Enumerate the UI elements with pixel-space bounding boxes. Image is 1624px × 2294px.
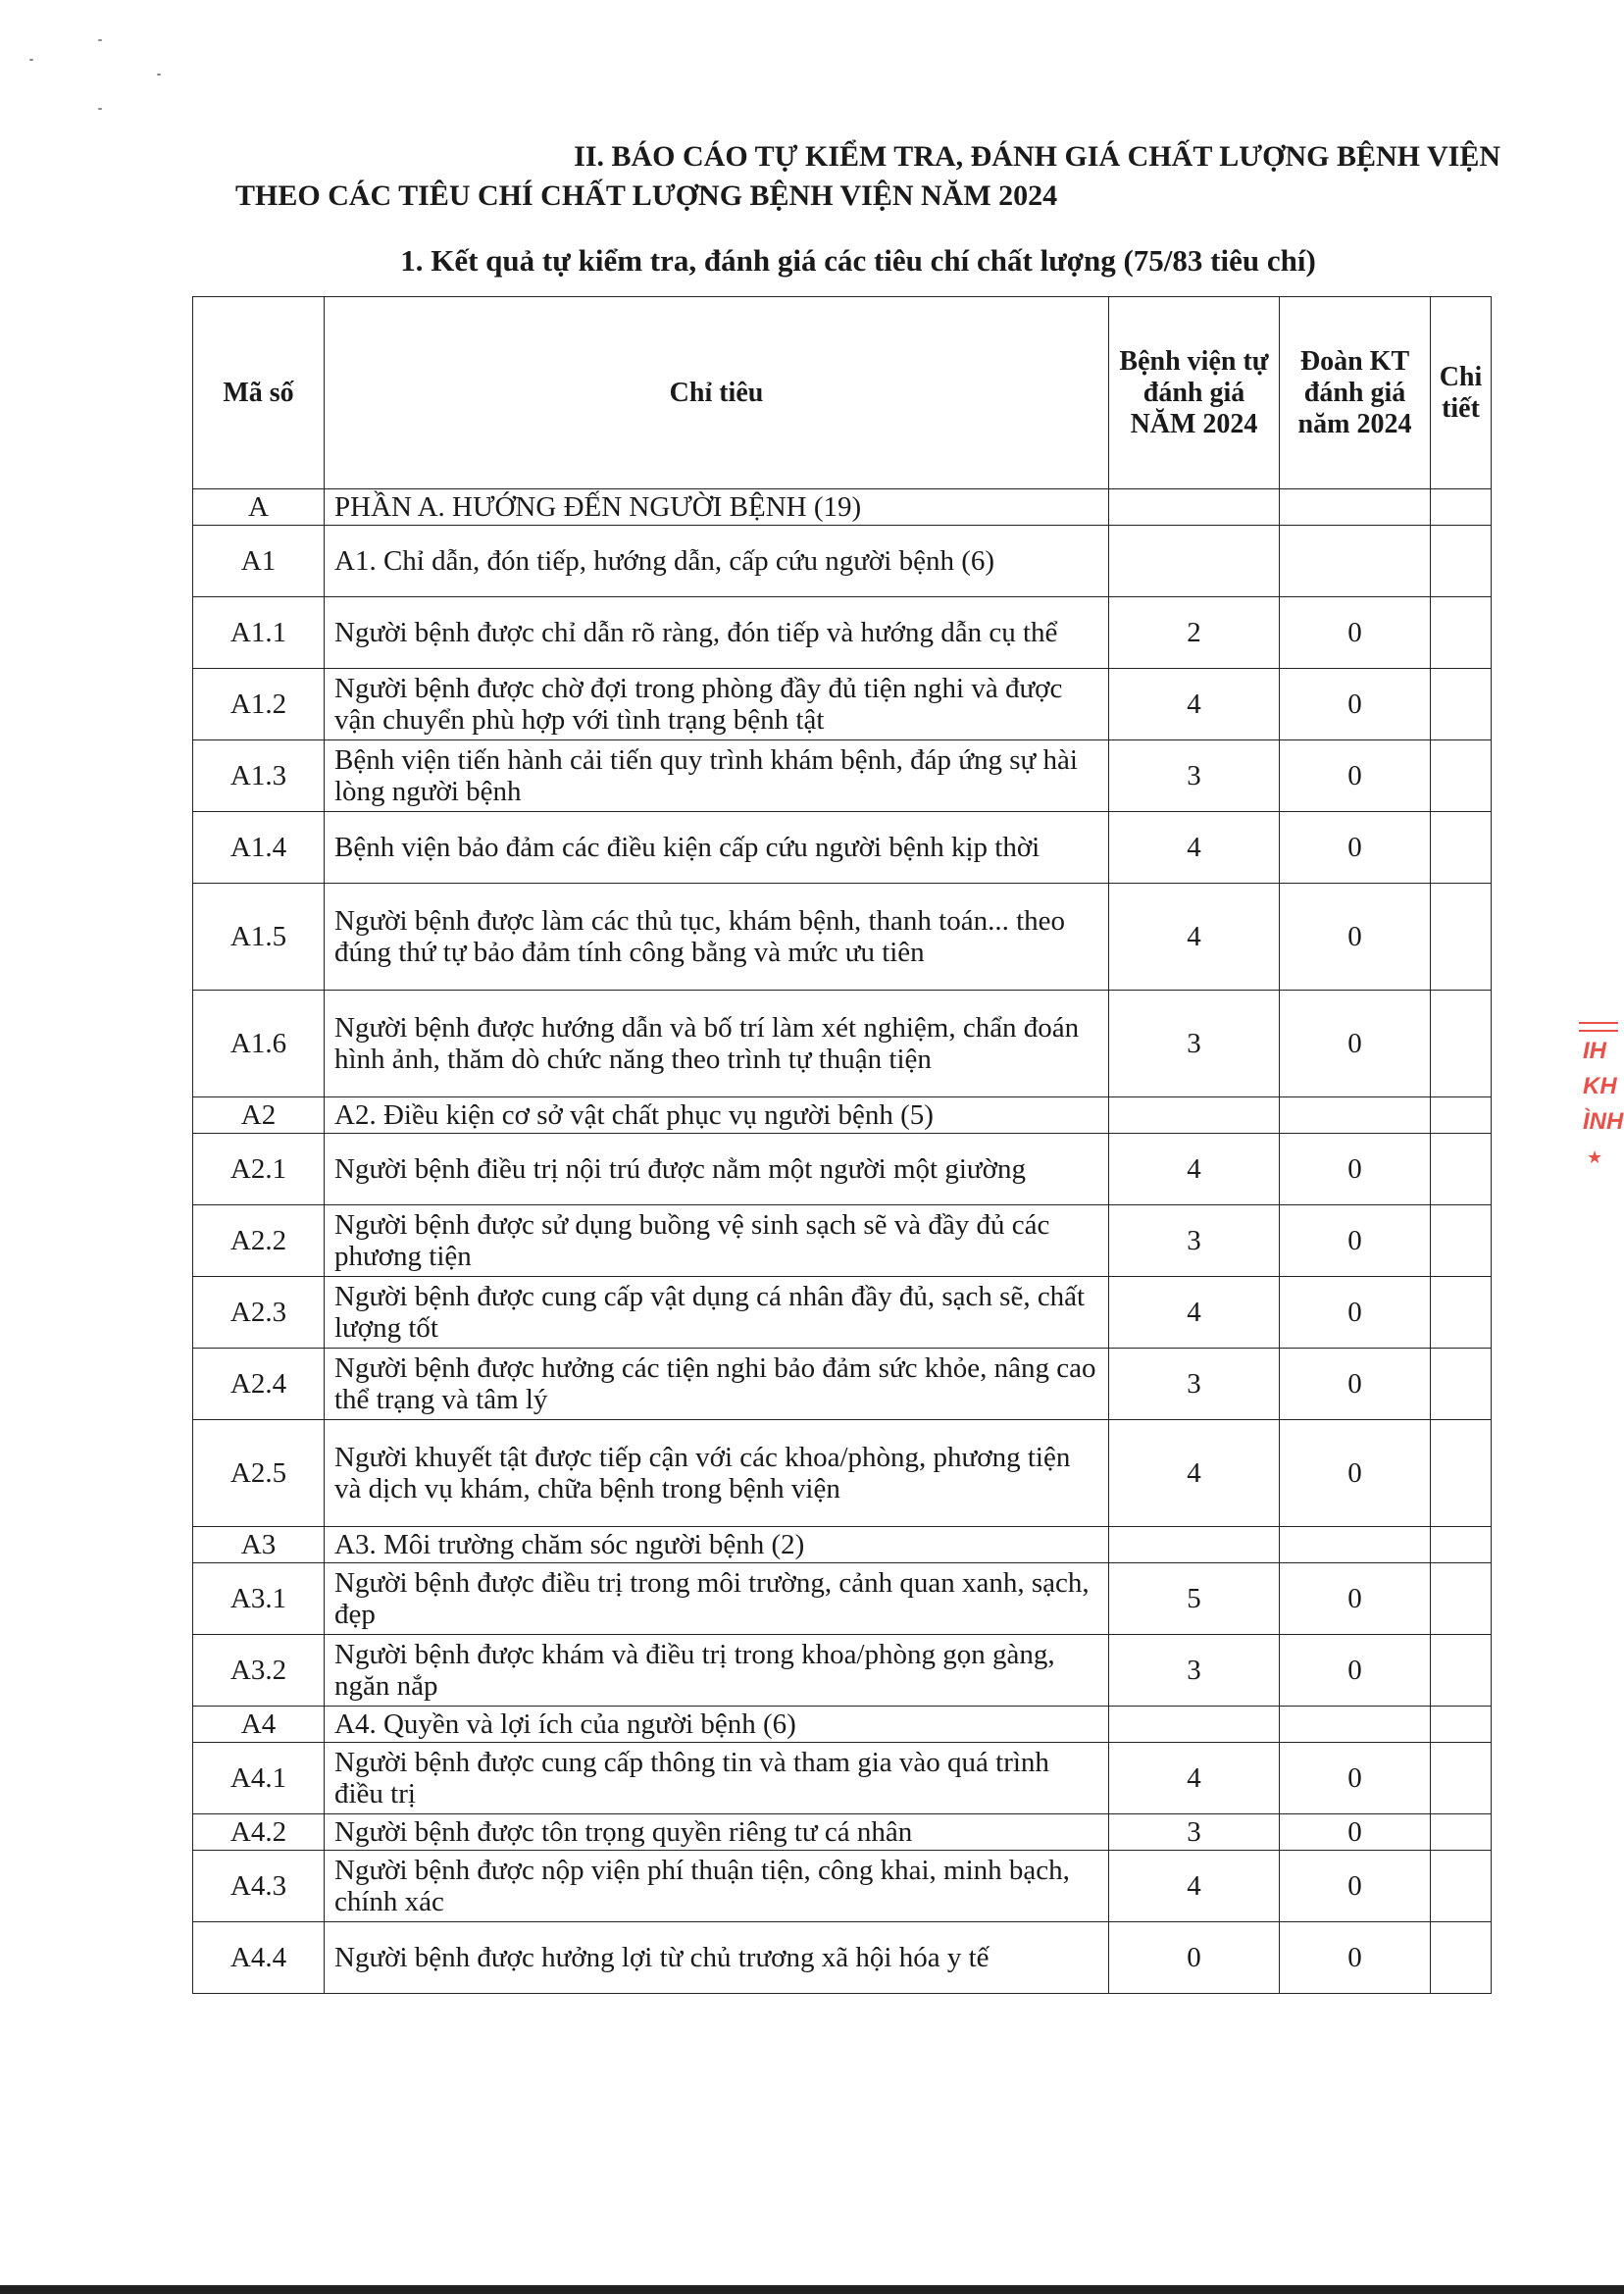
detail-cell [1431, 489, 1492, 526]
criterion-text: A4. Quyền và lợi ích của người bệnh (6) [325, 1707, 1109, 1743]
criterion-code: A2.2 [193, 1205, 325, 1277]
criterion-code: A4.1 [193, 1743, 325, 1814]
team-score [1280, 1707, 1431, 1743]
criterion-text: Người bệnh được cung cấp vật dụng cá nhân đầy đủ, sạch sẽ, chất lượng tốt [325, 1277, 1109, 1349]
detail-cell [1431, 1563, 1492, 1635]
hospital-score: 3 [1109, 991, 1280, 1097]
detail-cell [1431, 1707, 1492, 1743]
table-row [193, 1707, 1492, 1743]
criterion-code: A2 [193, 1097, 325, 1134]
criterion-code: A1.1 [193, 597, 325, 669]
team-score: 0 [1280, 884, 1431, 991]
team-score: 0 [1280, 1743, 1431, 1814]
hospital-score: 4 [1109, 1743, 1280, 1814]
detail-cell [1431, 1743, 1492, 1814]
criterion-text: Người bệnh được hưởng các tiện nghi bảo đảm sức khỏe, nâng cao thể trạng và tâm lý [325, 1349, 1109, 1420]
criterion-code: A1 [193, 526, 325, 597]
table-row [193, 812, 1492, 884]
table-row [193, 1349, 1492, 1420]
scan-edge [0, 2285, 1624, 2294]
team-score: 0 [1280, 812, 1431, 884]
hospital-score: 3 [1109, 1635, 1280, 1707]
header-team-score: Đoàn KT đánh giá năm 2024 [1280, 297, 1431, 489]
table-row [193, 1205, 1492, 1277]
criterion-text: Người bệnh được chờ đợi trong phòng đầy đủ tiện nghi và được vận chuyển phù hợp với tình trạng bệnh tật [325, 669, 1109, 740]
stamp-text: ÌNH [1583, 1108, 1624, 1135]
criterion-text: Người bệnh được chỉ dẫn rõ ràng, đón tiếp và hướng dẫn cụ thể [325, 597, 1109, 669]
criteria-table [192, 296, 1492, 1994]
table-row [193, 991, 1492, 1097]
team-score: 0 [1280, 669, 1431, 740]
criterion-code: A1.2 [193, 669, 325, 740]
stamp-text: IH [1583, 1038, 1606, 1064]
table-row [193, 884, 1492, 991]
criterion-code: A3.2 [193, 1635, 325, 1707]
criterion-code: A4.2 [193, 1814, 325, 1851]
hospital-score: 4 [1109, 1277, 1280, 1349]
criterion-text: Người bệnh được nộp viện phí thuận tiện, công khai, minh bạch, chính xác [325, 1851, 1109, 1922]
page-heading [235, 137, 1500, 216]
table-row [193, 1814, 1492, 1851]
detail-cell [1431, 1277, 1492, 1349]
hospital-score [1109, 1097, 1280, 1134]
table-row [193, 1851, 1492, 1922]
criterion-code: A2.1 [193, 1134, 325, 1205]
criterion-text: Người bệnh điều trị nội trú được nằm một người một giường [325, 1134, 1109, 1205]
table-row [193, 1635, 1492, 1707]
table-row [193, 740, 1492, 812]
detail-cell [1431, 1922, 1492, 1994]
hospital-score [1109, 489, 1280, 526]
criterion-text: A3. Môi trường chăm sóc người bệnh (2) [325, 1527, 1109, 1563]
team-score [1280, 1527, 1431, 1563]
criterion-code: A [193, 489, 325, 526]
detail-cell [1431, 1134, 1492, 1205]
detail-cell [1431, 991, 1492, 1097]
table-row [193, 1420, 1492, 1527]
criterion-code: A1.5 [193, 884, 325, 991]
team-score: 0 [1280, 1635, 1431, 1707]
team-score: 0 [1280, 1420, 1431, 1527]
detail-cell [1431, 597, 1492, 669]
criterion-text: Người bệnh được cung cấp thông tin và tham gia vào quá trình điều trị [325, 1743, 1109, 1814]
scan-speck [29, 59, 33, 61]
team-score: 0 [1280, 1563, 1431, 1635]
team-score: 0 [1280, 1205, 1431, 1277]
detail-cell [1431, 526, 1492, 597]
criterion-code: A1.4 [193, 812, 325, 884]
table-row [193, 1922, 1492, 1994]
criterion-text: Bệnh viện bảo đảm các điều kiện cấp cứu người bệnh kịp thời [325, 812, 1109, 884]
stamp-rule [1579, 1022, 1618, 1024]
team-score: 0 [1280, 1134, 1431, 1205]
criterion-text: Người bệnh được hướng dẫn và bố trí làm xét nghiệm, chẩn đoán hình ảnh, thăm dò chức năng theo trình tự thuận tiện [325, 991, 1109, 1097]
table-row [193, 1134, 1492, 1205]
detail-cell [1431, 1349, 1492, 1420]
hospital-score: 4 [1109, 884, 1280, 991]
criterion-text: Người bệnh được làm các thủ tục, khám bệnh, thanh toán... theo đúng thứ tự bảo đảm tính công bằng và mức ưu tiên [325, 884, 1109, 991]
header-hospital-score: Bệnh viện tự đánh giá NĂM 2024 [1109, 297, 1280, 489]
team-score: 0 [1280, 991, 1431, 1097]
heading-line-2: THEO CÁC TIÊU CHÍ CHẤT LƯỢNG BỆNH VIỆN NĂM 2024 [235, 179, 1058, 212]
team-score: 0 [1280, 1277, 1431, 1349]
hospital-score: 4 [1109, 669, 1280, 740]
hospital-score [1109, 1527, 1280, 1563]
detail-cell [1431, 1851, 1492, 1922]
criterion-text: Người bệnh được khám và điều trị trong khoa/phòng gọn gàng, ngăn nắp [325, 1635, 1109, 1707]
table-row [193, 1097, 1492, 1134]
criterion-text: PHẦN A. HƯỚNG ĐẾN NGƯỜI BỆNH (19) [325, 489, 1109, 526]
criterion-code: A3.1 [193, 1563, 325, 1635]
team-score [1280, 526, 1431, 597]
heading-line-1: II. BÁO CÁO TỰ KIỂM TRA, ĐÁNH GIÁ CHẤT LƯỢNG BỆNH VIỆN [574, 140, 1500, 173]
team-score [1280, 489, 1431, 526]
hospital-score: 3 [1109, 740, 1280, 812]
criterion-text: A2. Điều kiện cơ sở vật chất phục vụ người bệnh (5) [325, 1097, 1109, 1134]
hospital-score [1109, 526, 1280, 597]
table-row [193, 669, 1492, 740]
criterion-code: A4.3 [193, 1851, 325, 1922]
team-score: 0 [1280, 1349, 1431, 1420]
scan-speck [98, 39, 102, 41]
table-row [193, 489, 1492, 526]
red-stamp-fragment [1573, 1016, 1624, 1281]
table-row [193, 1527, 1492, 1563]
detail-cell [1431, 1420, 1492, 1527]
header-detail: Chi tiết [1431, 297, 1492, 489]
section-title: 1. Kết quả tự kiểm tra, đánh giá các tiêu chí chất lượng (75/83 tiêu chí) [400, 243, 1316, 278]
table-row [193, 526, 1492, 597]
detail-cell [1431, 812, 1492, 884]
detail-cell [1431, 884, 1492, 991]
team-score: 0 [1280, 740, 1431, 812]
criterion-text: Người bệnh được điều trị trong môi trường, cảnh quan xanh, sạch, đẹp [325, 1563, 1109, 1635]
team-score [1280, 1097, 1431, 1134]
hospital-score: 4 [1109, 812, 1280, 884]
stamp-star-icon: ★ [1587, 1147, 1603, 1167]
hospital-score: 4 [1109, 1851, 1280, 1922]
criterion-code: A4.4 [193, 1922, 325, 1994]
criterion-code: A2.3 [193, 1277, 325, 1349]
criterion-code: A3 [193, 1527, 325, 1563]
hospital-score: 2 [1109, 597, 1280, 669]
detail-cell [1431, 1205, 1492, 1277]
stamp-text: KH [1583, 1073, 1617, 1099]
table-header-row [193, 297, 1492, 489]
hospital-score: 4 [1109, 1134, 1280, 1205]
hospital-score: 3 [1109, 1349, 1280, 1420]
hospital-score [1109, 1707, 1280, 1743]
criterion-text: Người khuyết tật được tiếp cận với các khoa/phòng, phương tiện và dịch vụ khám, chữa bệnh trong bệnh viện [325, 1420, 1109, 1527]
table-row [193, 1563, 1492, 1635]
table-row [193, 1277, 1492, 1349]
criterion-text: Người bệnh được sử dụng buồng vệ sinh sạch sẽ và đầy đủ các phương tiện [325, 1205, 1109, 1277]
team-score: 0 [1280, 1814, 1431, 1851]
stamp-rule [1579, 1030, 1618, 1032]
detail-cell [1431, 1097, 1492, 1134]
team-score: 0 [1280, 597, 1431, 669]
team-score: 0 [1280, 1922, 1431, 1994]
criterion-code: A2.4 [193, 1349, 325, 1420]
criterion-text: Bệnh viện tiến hành cải tiến quy trình khám bệnh, đáp ứng sự hài lòng người bệnh [325, 740, 1109, 812]
table-row [193, 597, 1492, 669]
hospital-score: 0 [1109, 1922, 1280, 1994]
detail-cell [1431, 1635, 1492, 1707]
scan-speck [98, 108, 102, 110]
hospital-score: 5 [1109, 1563, 1280, 1635]
hospital-score: 4 [1109, 1420, 1280, 1527]
detail-cell [1431, 669, 1492, 740]
criterion-code: A1.3 [193, 740, 325, 812]
hospital-score: 3 [1109, 1814, 1280, 1851]
criterion-code: A2.5 [193, 1420, 325, 1527]
criterion-code: A4 [193, 1707, 325, 1743]
detail-cell [1431, 740, 1492, 812]
detail-cell [1431, 1814, 1492, 1851]
criteria-table-body [193, 489, 1492, 1994]
header-code: Mã số [193, 297, 325, 489]
detail-cell [1431, 1527, 1492, 1563]
criterion-code: A1.6 [193, 991, 325, 1097]
criterion-text: Người bệnh được hưởng lợi từ chủ trương xã hội hóa y tế [325, 1922, 1109, 1994]
criterion-text: Người bệnh được tôn trọng quyền riêng tư cá nhân [325, 1814, 1109, 1851]
hospital-score: 3 [1109, 1205, 1280, 1277]
header-criterion: Chỉ tiêu [325, 297, 1109, 489]
team-score: 0 [1280, 1851, 1431, 1922]
table-row [193, 1743, 1492, 1814]
criterion-text: A1. Chỉ dẫn, đón tiếp, hướng dẫn, cấp cứu người bệnh (6) [325, 526, 1109, 597]
scan-speck [157, 74, 161, 76]
